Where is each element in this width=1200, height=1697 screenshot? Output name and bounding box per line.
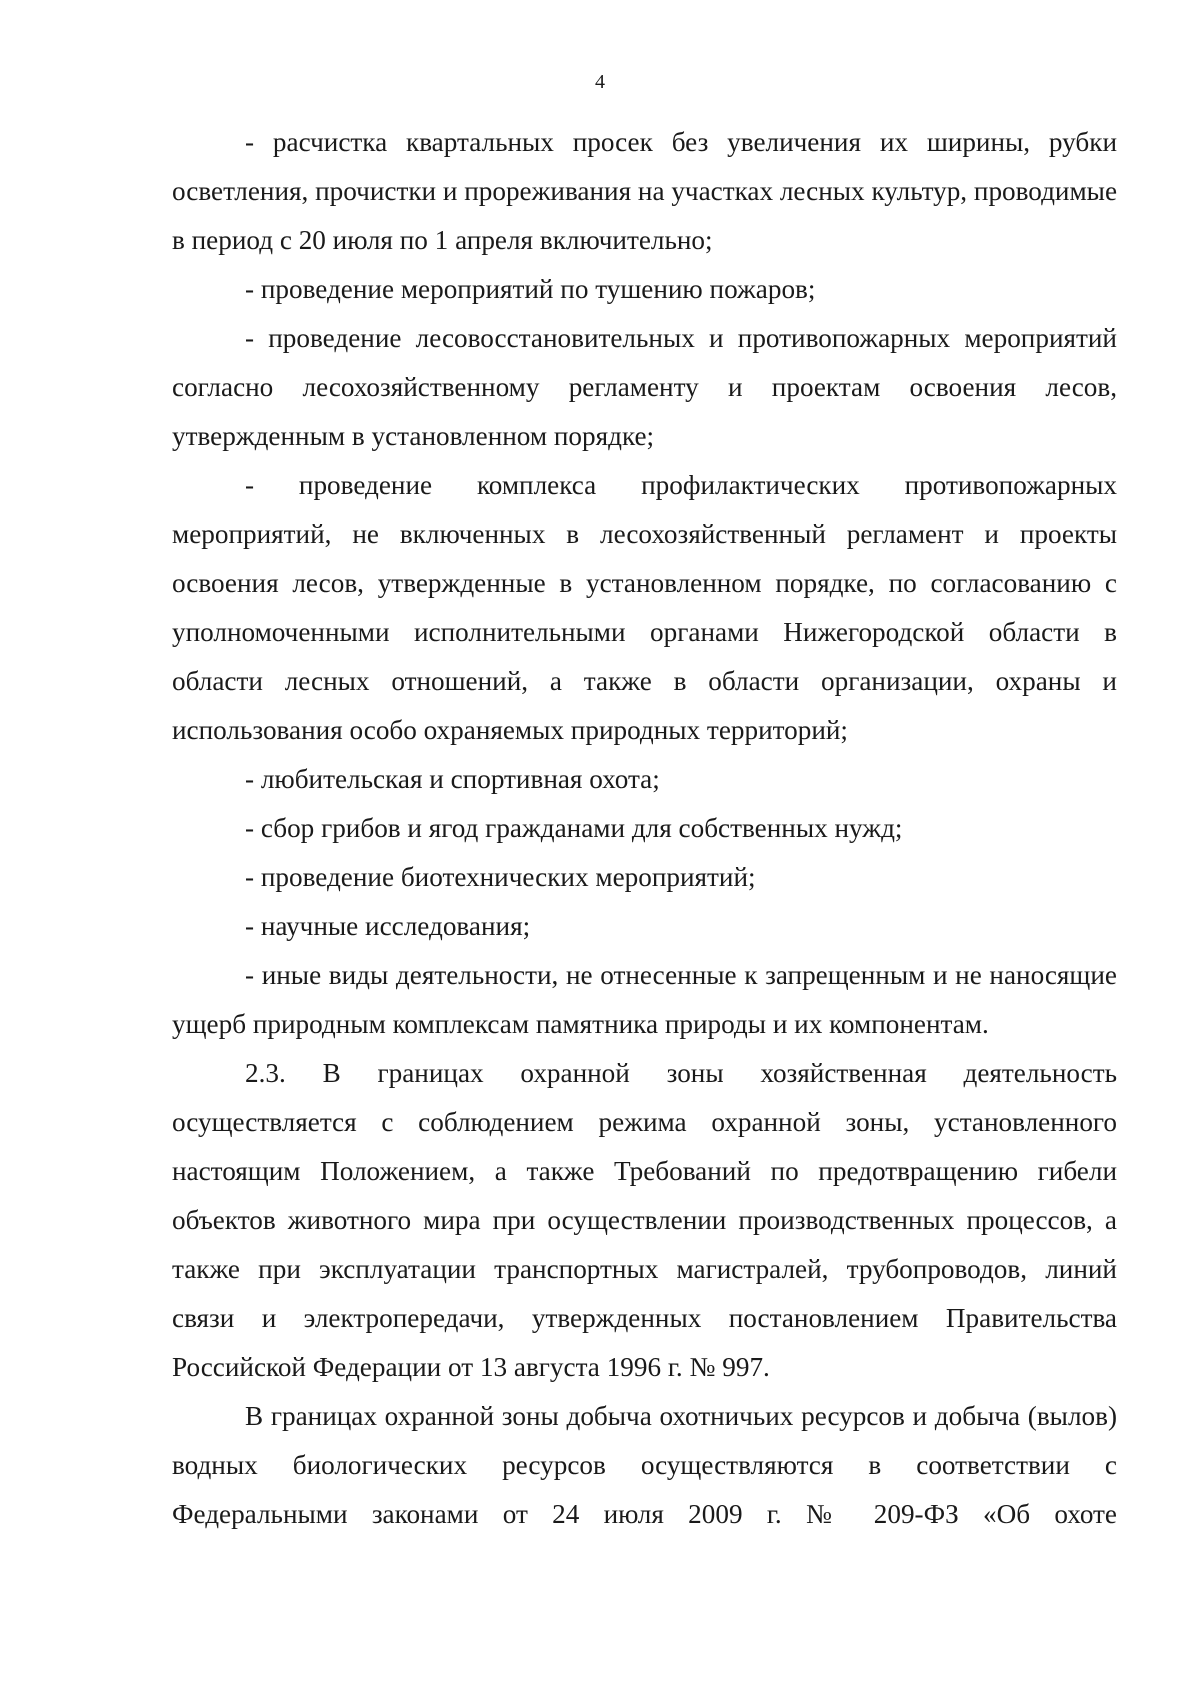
list-item-biotechnical: - проведение биотехнических мероприятий; (245, 862, 756, 892)
hunting-fishing-paragraph: В границах охранной зоны добыча охотничьих ресурсов и добыча (вылов) водных биологических ресурсов осуществляются в соответствии с Федеральными законами от 24 июля 2009 г. № 209-ФЗ «Об охоте (172, 1401, 1117, 1529)
section-2-3-paragraph: 2.3. В границах охранной зоны хозяйственная деятельность осуществляется с соблюдением режима охранной зоны, установленного настоящим Положением, а также Требований по предотвращению гибели объектов животного мира при осуществлении производственных процессов, а также при эксплуатации транспортных магистралей, трубопроводов, линий связи и электропередачи, утвержденных постановлением Правительства Российской Федерации от 13 августа 1996 г. № 997. (172, 1058, 1117, 1382)
list-item-firefighting: - проведение мероприятий по тушению пожаров; (245, 274, 816, 304)
list-item-research: - научные исследования; (245, 911, 531, 941)
list-item-reforestation: - проведение лесовосстановительных и противопожарных мероприятий согласно лесохозяйственному регламенту и проектам освоения лесов, утвержденным в установленном порядке; (172, 323, 1117, 451)
list-item-fire-prevention: - проведение комплекса профилактических противопожарных мероприятий, не включенных в лесохозяйственный регламент и проекты освоения лесов, утвержденные в установленном порядке, по согласованию с уполномоченными исполнительными органами Нижегородской области в области лесных отношений, а также в области организации, охраны и использования особо охраняемых природных территорий; (172, 470, 1117, 745)
list-item-hunting: - любительская и спортивная охота; (245, 764, 660, 794)
page-number: 4 (595, 71, 605, 93)
list-item-other-activities: - иные виды деятельности, не отнесенные к запрещенным и не наносящие ущерб природным комплексам памятника природы и их компонентам. (172, 960, 1117, 1039)
list-item-gathering: - сбор грибов и ягод гражданами для собственных нужд; (245, 813, 903, 843)
document-body (172, 118, 1117, 1539)
list-item-clearing: - расчистка квартальных просек без увеличения их ширины, рубки осветления, прочистки и прореживания на участках лесных культур, проводимые в период с 20 июля по 1 апреля включительно; (172, 127, 1118, 255)
